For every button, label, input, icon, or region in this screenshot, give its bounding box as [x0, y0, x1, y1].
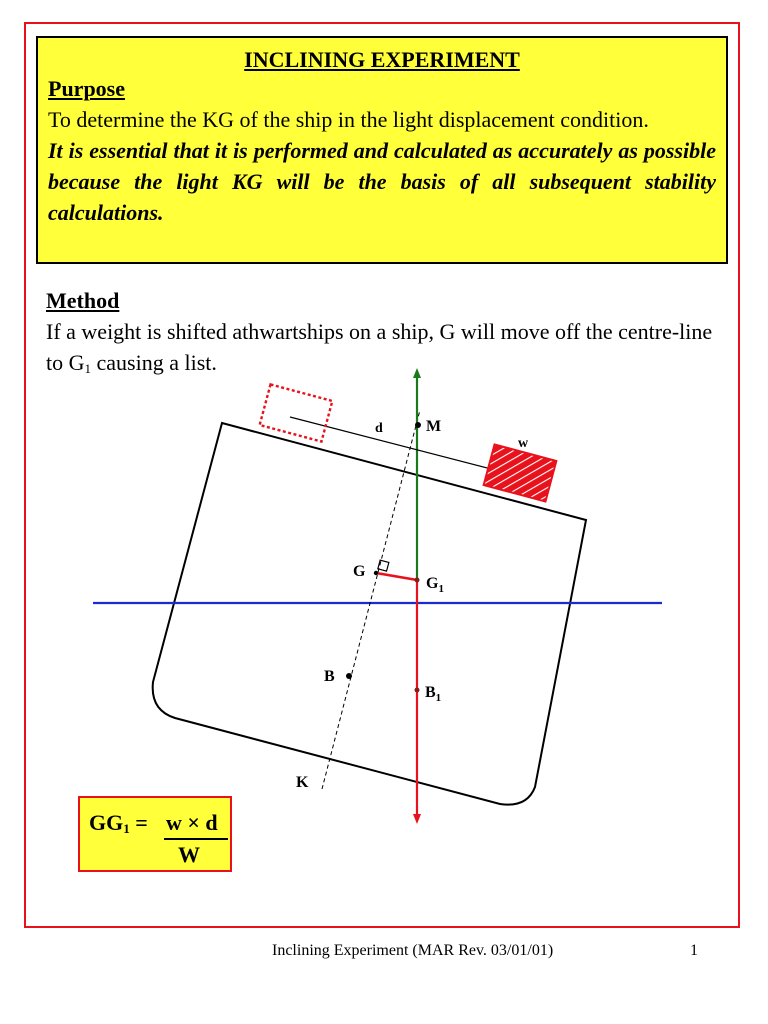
formula-lhs [89, 810, 148, 837]
label-m: M [426, 418, 442, 435]
formula-lhs-main: GG [89, 810, 124, 835]
arrow-down-icon [413, 814, 421, 824]
fraction-bar [164, 838, 228, 840]
gg1-line [376, 573, 417, 580]
label-g1-sub: 1 [438, 583, 444, 595]
point-g1 [415, 578, 420, 583]
formula-denominator: W [178, 842, 200, 867]
label-k: K [296, 774, 309, 791]
formula-numerator: w × d [166, 810, 218, 835]
label-g1 [426, 575, 444, 595]
point-b1 [415, 688, 420, 693]
point-m [415, 422, 421, 428]
label-b: B [324, 668, 335, 685]
method-text-sub: 1 [84, 361, 91, 376]
label-g: G [353, 563, 366, 580]
label-b1-sub: 1 [435, 692, 442, 704]
page-title: INCLINING EXPERIMENT [244, 47, 520, 72]
method-text-part2: causing a list. [91, 350, 217, 375]
label-w: w [518, 436, 529, 451]
label-d: d [375, 421, 383, 436]
purpose-heading: Purpose [48, 76, 125, 101]
original-weight-position [260, 384, 333, 441]
label-b1 [425, 684, 441, 704]
formula-equals: = [129, 810, 148, 835]
shifted-weight [484, 444, 557, 501]
formula-lhs-sub: 1 [123, 821, 130, 836]
formula-box [78, 796, 232, 872]
emphasis-text: It is essential that it is performed and calculated as accurately as possible because the light KG will be the basis of all subsequent stability calculations. [48, 138, 716, 225]
label-g1-main: G [426, 575, 439, 592]
label-b1-main: B [425, 684, 436, 701]
method-heading: Method [46, 288, 120, 313]
point-b [346, 673, 352, 679]
footer-text: Inclining Experiment (MAR Rev. 03/01/01) [272, 942, 554, 959]
right-angle-marker [378, 560, 389, 571]
page-number: 1 [690, 942, 698, 959]
point-g [374, 571, 378, 575]
purpose-text: To determine the KG of the ship in the light displacement condition. [48, 107, 649, 132]
centre-line [322, 410, 420, 789]
method-text-part1: If a weight is shifted athwartships on a ship, G will move off the centre-line to G [46, 319, 713, 375]
arrow-up-icon [413, 368, 421, 378]
